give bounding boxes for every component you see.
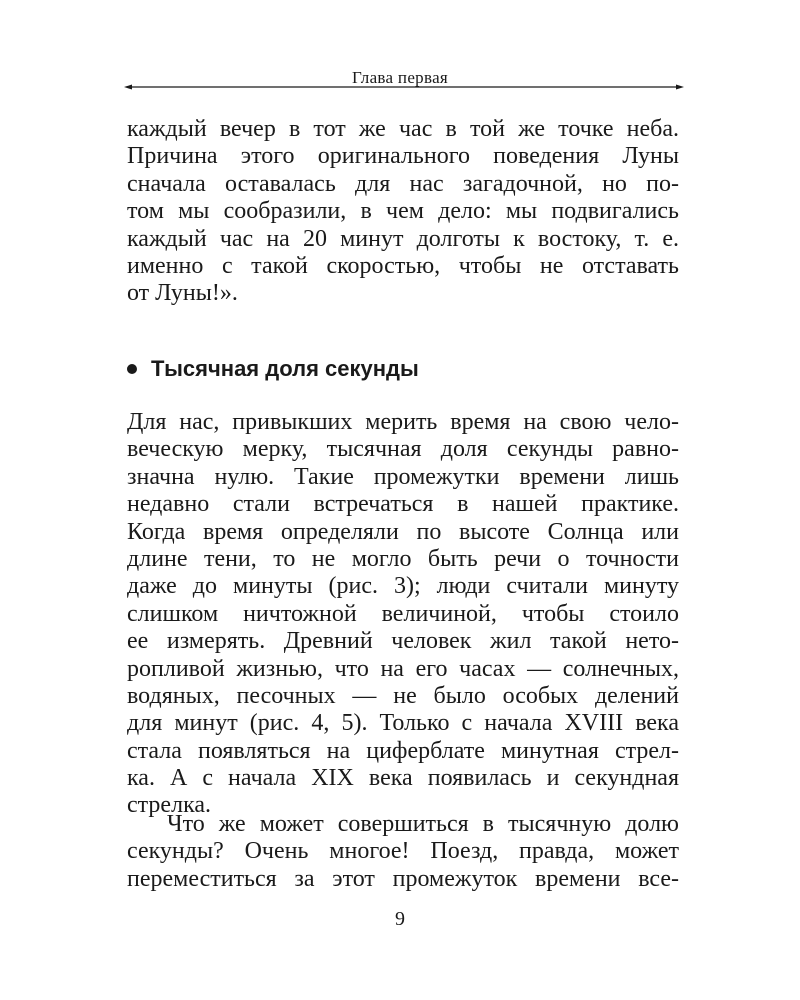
section-heading [127, 356, 419, 382]
text-line: веческую мерку, тысячная доля секунды равно- [127, 436, 679, 463]
text-line: от Луны!». [127, 280, 238, 307]
text-line: каждый час на 20 минут долготы к востоку, т. е. [127, 225, 679, 252]
text-line: сначала оставалась для нас загадочной, но по- [127, 170, 679, 197]
header-rule [124, 80, 684, 94]
text-line: Причина этого оригинального поведения Луны [127, 143, 679, 170]
text-line: значна нулю. Такие промежутки времени лишь [127, 463, 679, 490]
left-arrowhead-icon [124, 85, 132, 90]
text-line: длине тени, то не могло быть речи о точности [127, 545, 679, 572]
text-line: стрелка. [127, 792, 212, 819]
text-line: ее измерять. Древний человек жил такой нето- [127, 628, 679, 655]
text-line: каждый вечер в тот же час в той же точке неба. [127, 116, 679, 142]
section-heading-text: Тысячная доля секунды [151, 356, 419, 381]
bullet-icon [127, 364, 137, 374]
text-line: стала появляться на циферблате минутная стрел- [127, 737, 679, 764]
text-line: Для нас, привыкших мерить время на свою чело- [127, 409, 679, 435]
text-line: недавно стали встречаться в нашей практике. [127, 491, 679, 518]
right-arrowhead-icon [676, 85, 684, 90]
text-line: Что же может совершиться в тысячную долю [167, 811, 679, 837]
text-line: именно с такой скоростью, чтобы не отставать [127, 252, 679, 279]
paragraph-body [127, 409, 679, 820]
running-head: Глава первая [351, 68, 449, 87]
text-line: секунды? Очень многое! Поезд, правда, может [127, 838, 679, 865]
text-line: слишком ничтожной величиной, чтобы стоило [127, 600, 679, 627]
text-line: для минут (рис. 4, 5). Только с начала XVIII века [127, 710, 679, 737]
text-line: Когда время определяли по высоте Солнца или [127, 518, 679, 545]
text-line: ропливой жизнью, что на его часах — солнечных, [127, 655, 679, 682]
paragraph-body [127, 811, 679, 893]
text-line: водяных, песочных — не было особых делений [127, 682, 679, 709]
text-line: том мы сообразили, в чем дело: мы подвигались [127, 198, 679, 225]
page-number: 9 [395, 908, 405, 930]
text-line: переместиться за этот промежуток времени все- [127, 865, 679, 892]
text-line: ка. А с начала XIX века появилась и секундная [127, 765, 679, 792]
text-line: даже до минуты (рис. 3); люди считали минуту [127, 573, 679, 600]
paragraph-continued [127, 116, 679, 308]
